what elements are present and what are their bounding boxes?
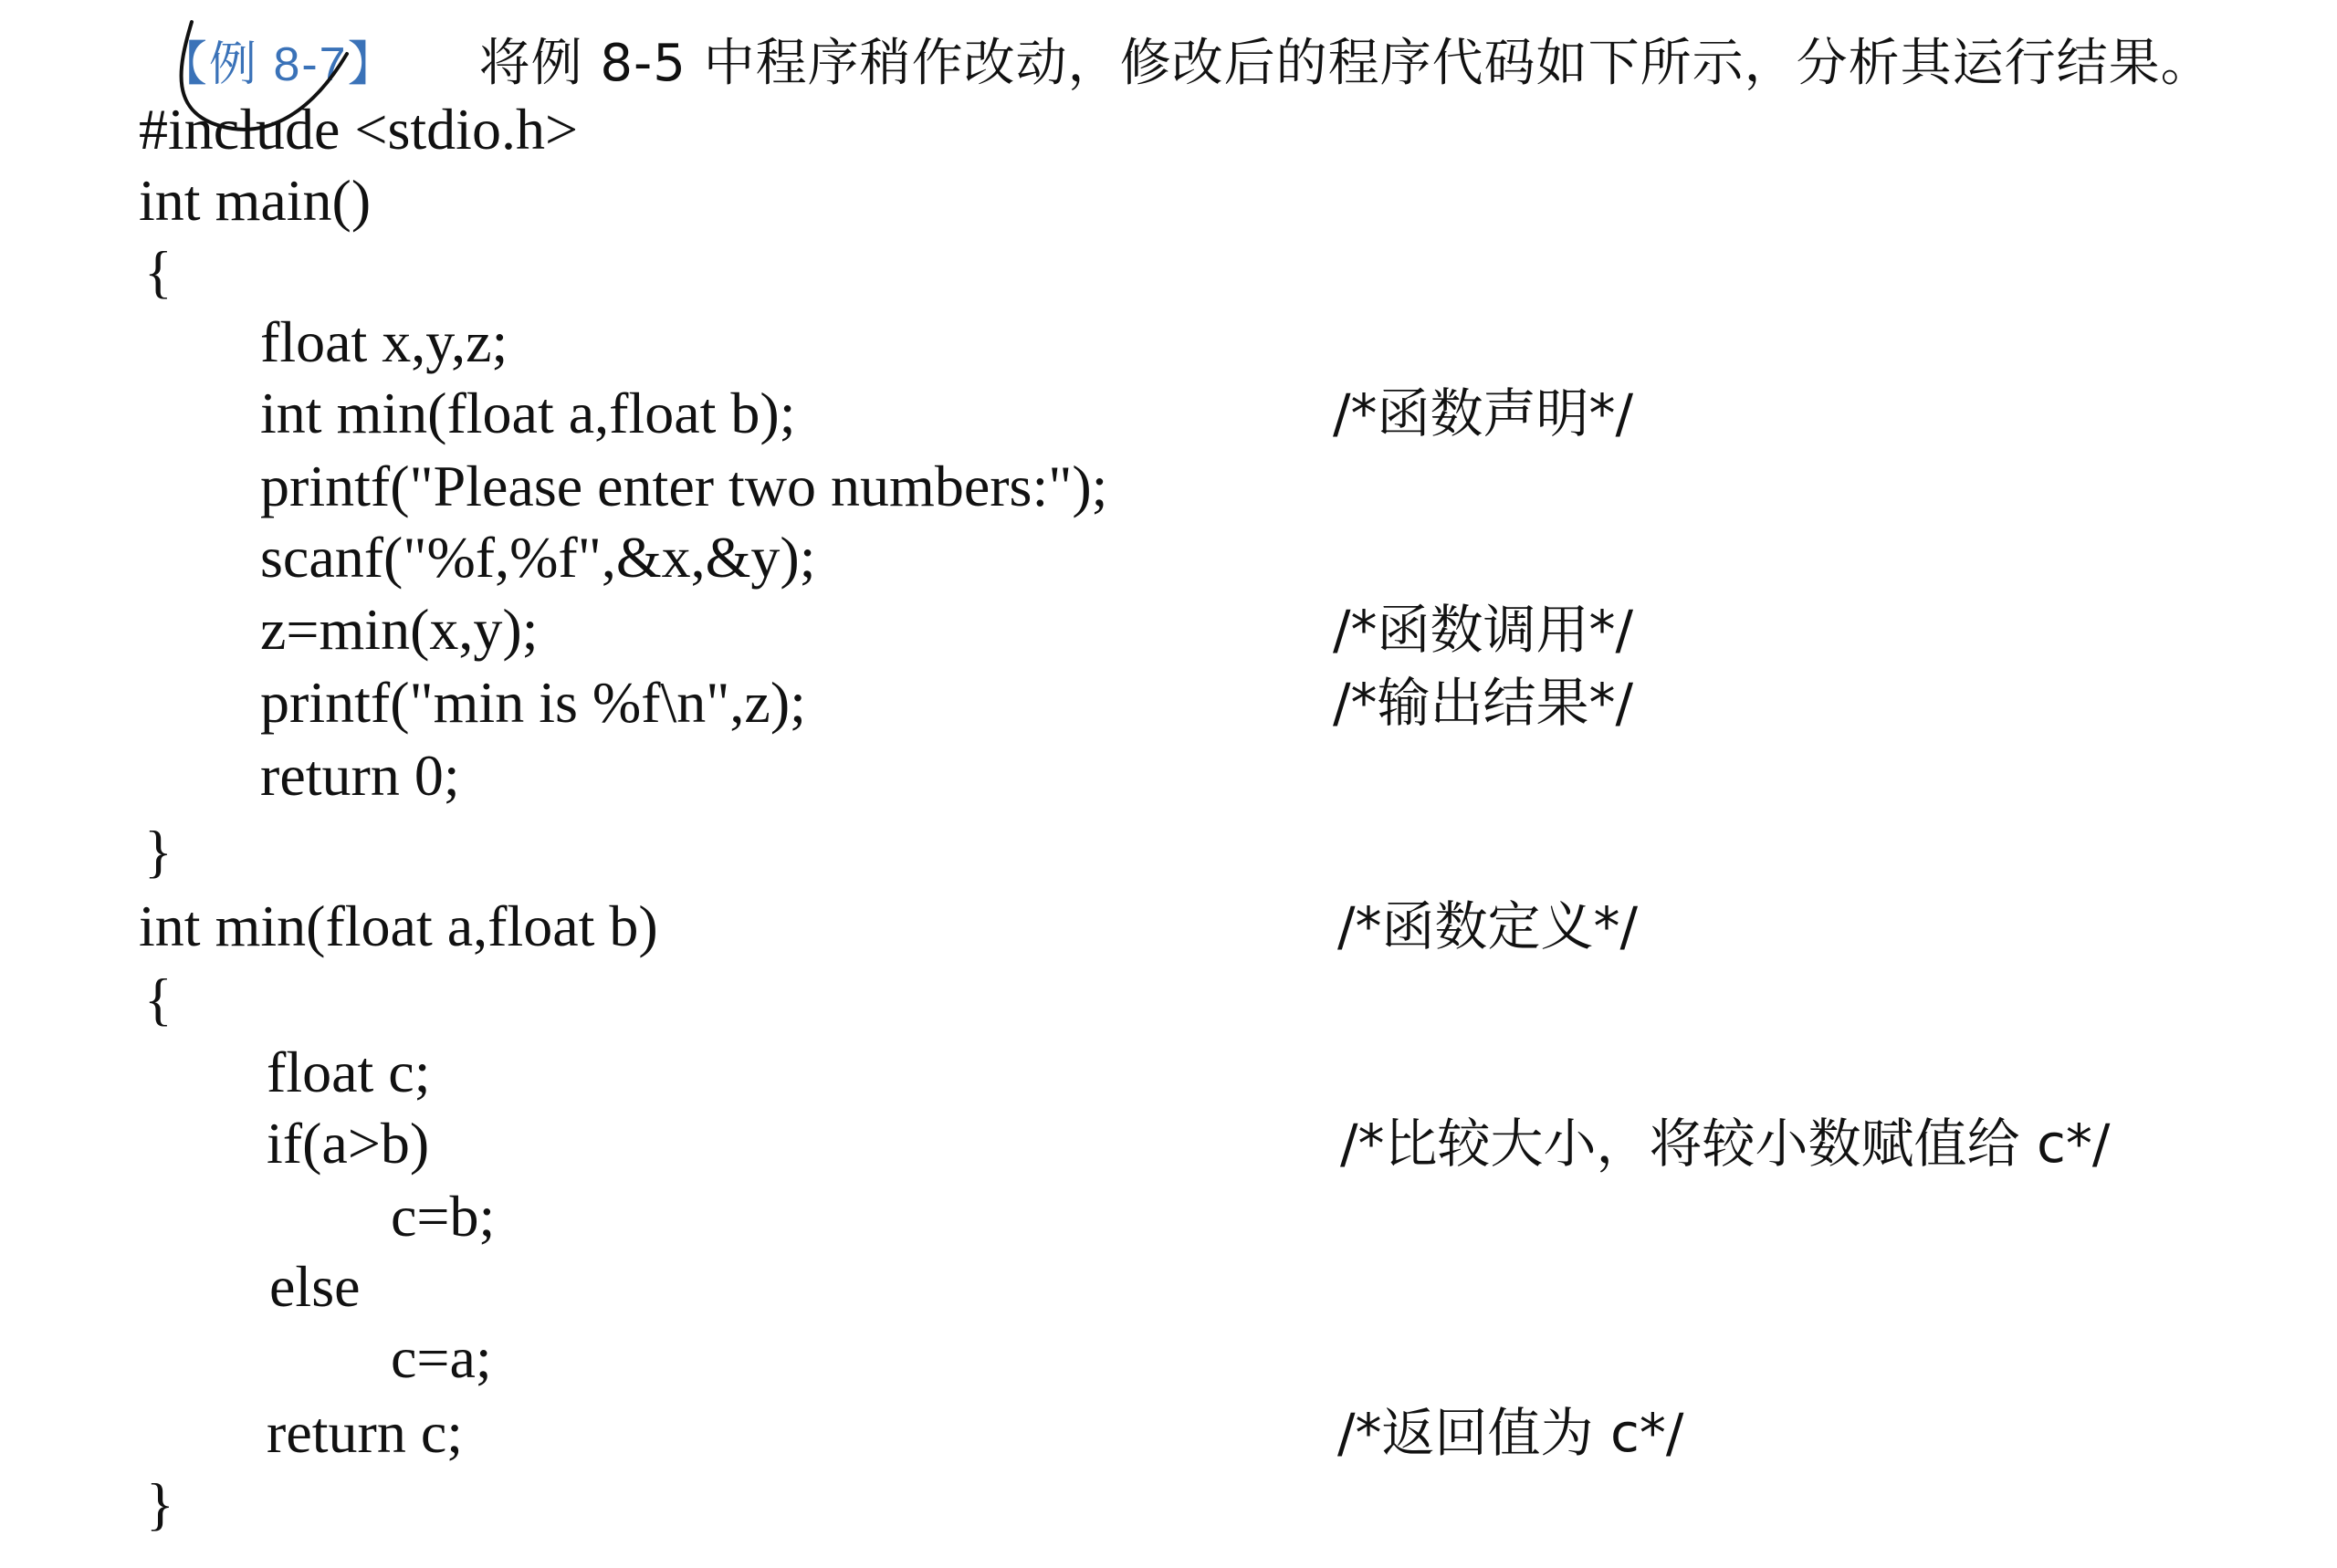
code-line-min-def: int min(float a,float b) — [139, 894, 658, 958]
code-line-float-c: float c; — [267, 1040, 431, 1104]
code-line-c-eq-b: c=b; — [391, 1184, 496, 1249]
code-line-scanf: scanf("%f,%f",&x,&y); — [260, 525, 816, 590]
code-line-min-call: z=min(x,y); — [260, 597, 539, 662]
code-line-include: #include <stdio.h> — [139, 97, 579, 162]
comment-compare: /*比较大小，将较小数赋值给 c*/ — [1340, 1113, 2111, 1175]
code-line-printf-prompt: printf("Please enter two numbers:"); — [260, 454, 1108, 518]
code-line-close-brace: } — [144, 819, 173, 883]
code-line-close-brace-2: } — [146, 1471, 174, 1536]
example-heading — [160, 18, 2213, 100]
comment-call: /*函数调用*/ — [1333, 599, 1634, 661]
heading-text: 将例 8-5 中程序稍作改动，修改后的程序代码如下所示，分析其运行结果。 — [478, 34, 2213, 93]
code-line-printf-result: printf("min is %f\n",z); — [260, 670, 806, 735]
code-line-return-c: return c; — [267, 1400, 463, 1465]
comment-definition: /*函数定义*/ — [1337, 895, 1639, 957]
code-line-min-decl: int min(float a,float b); — [260, 381, 796, 445]
code-line-open-brace-2: { — [144, 967, 173, 1031]
code-line-if: if(a>b) — [267, 1111, 430, 1176]
comment-declaration: /*函数声明*/ — [1333, 382, 1634, 444]
code-line-c-eq-a: c=a; — [391, 1325, 492, 1390]
code-line-return-zero: return 0; — [260, 743, 460, 808]
code-line-main: int main() — [139, 168, 372, 233]
code-line-float-decl: float x,y,z; — [260, 309, 508, 374]
comment-return-value: /*返回值为 c*/ — [1337, 1402, 1684, 1464]
example-label: 【例 8-7】 — [160, 37, 397, 91]
comment-output: /*输出结果*/ — [1333, 672, 1634, 734]
code-line-open-brace: { — [144, 239, 173, 304]
code-line-else: else — [269, 1254, 361, 1319]
